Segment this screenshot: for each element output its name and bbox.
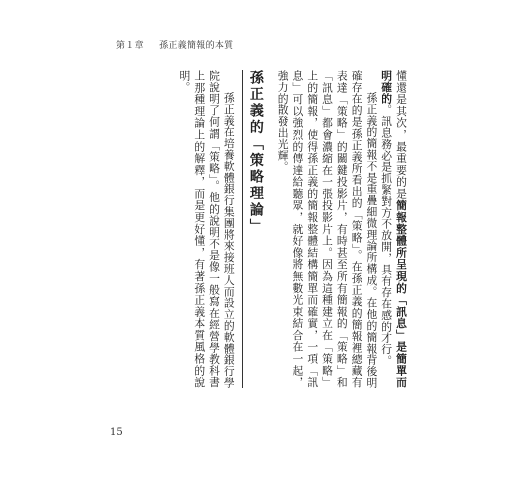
page-number: 15 (110, 427, 123, 438)
paragraph-1-end: 抓緊對方不放開，具有存在感的才行。 (380, 172, 394, 367)
paragraph-1 (378, 70, 408, 388)
paragraph-3: 孫正義在培養軟體銀行集團將來接班人而設立的軟體銀行學院說明了何謂「策略」。他的說明不是像一般寫在經營學教科書上那種理論上的解釋，而是更好懂，有著孫正義本質風格的說明。 (178, 70, 236, 388)
section-heading: 孫正義的「策略理論」 (242, 70, 265, 388)
chapter-label: 第１章 (116, 41, 144, 51)
chapter-title: 孫正義簡報的本質 (159, 41, 234, 51)
emphasized-message: 簡報整體所呈現的「訊息」是簡單而明確的 (380, 70, 408, 388)
running-header (116, 38, 233, 51)
paragraph-2: 孫正義的簡報不是重疊細微理論所構成。在他的簡報背後明確存在的是孫正義所看出的「策略」。在孫正義的簡報裡總藏有表達「策略」的關鍵投影片，有時甚至所有簡報的「策略」和「訊息」都會濃縮在一張投影片上。因為這種建立在「策略」上的簡報，使得孫正義的簡報整體結構簡單而確實，一項「訊息」可以強烈的傳達給聽眾，就好像將無數光束結合在一起，強力的散發出光輝。 (276, 70, 379, 388)
paragraph-1-cont: 。訊息務必是 (380, 104, 394, 173)
paragraph-1-intro: 懂還是其次，最重要的是 (395, 70, 408, 200)
vertical-body-text (177, 70, 408, 388)
